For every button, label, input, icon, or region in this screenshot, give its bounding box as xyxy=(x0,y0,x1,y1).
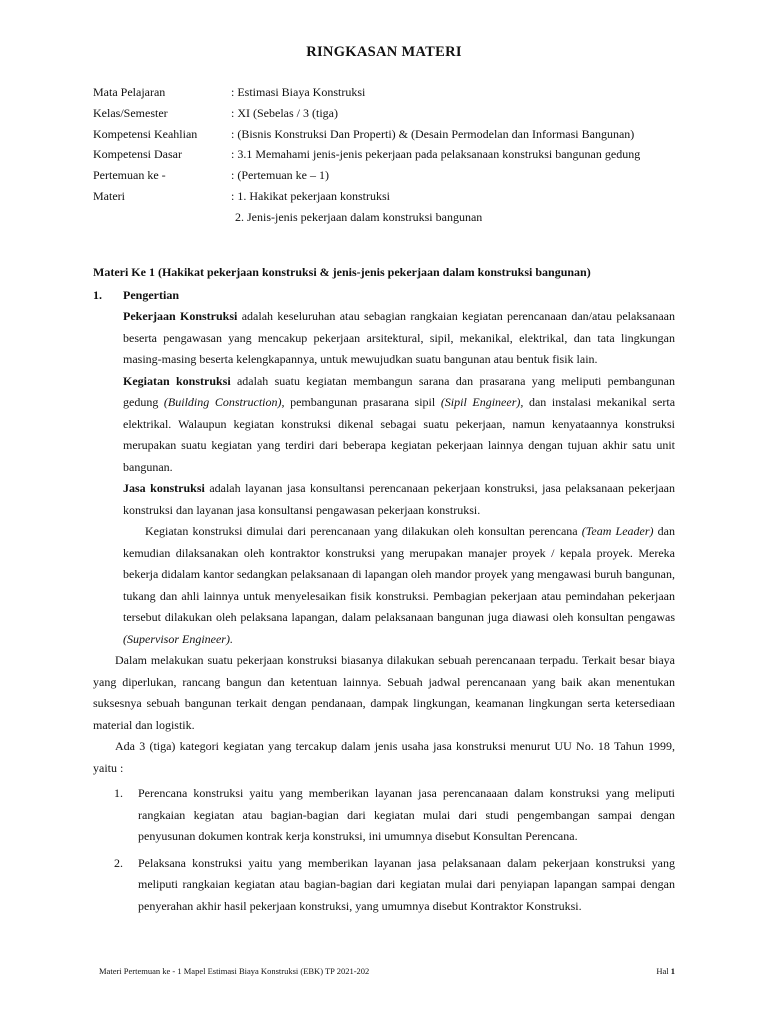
category-list xyxy=(114,783,675,922)
info-label: Kompetensi Keahlian xyxy=(93,126,198,141)
page-number xyxy=(656,966,675,976)
paragraph-text: adalah suatu kegiatan membangun sarana dan prasarana yang meliputi pembangunan gedung xyxy=(123,373,675,409)
paragraph-text: Kegiatan konstruksi dimulai dari perencanaan yang dilakukan oleh konsultan perencana xyxy=(145,524,582,538)
list-text: Pelaksana konstruksi yaitu yang memberikan layanan jasa pelaksanaan dalam pekerjaan konstruksi yang meliputi rangkaian kegiatan atau bagian-bagian dari kegiatan mulai dari penyiapan lapangan sampai dengan penyerahan akhir hasil pekerjaan konstruksi, yang umumnya disebut Kontraktor Konstruksi. xyxy=(138,855,675,913)
info-label: Pertemuan ke - xyxy=(93,168,166,183)
info-row-expertise xyxy=(93,124,693,145)
page-footer xyxy=(99,966,675,976)
page-label: Hal xyxy=(656,966,671,976)
italic-term: (Team Leader) xyxy=(581,524,654,538)
italic-term: (Sipil Engineer), xyxy=(440,395,524,409)
info-value: : Estimasi Biaya Konstruksi xyxy=(231,85,366,99)
info-label: Kelas/Semester xyxy=(93,105,168,120)
page-num: 1 xyxy=(670,966,675,976)
list-text: Perencana konstruksi yaitu yang memberikan layanan jasa perencanaaan dalam konstruksi yang meliputi rangkaian kegiatan atau bagian-bagian dari kegiatan mulai dari studi pengembangan sampai dengan penyusunan dokumen kontrak kerja konstruksi, ini umumnya disebut Konsultan Perencana. xyxy=(138,786,675,843)
paragraph-text: pembangunan prasarana sipil xyxy=(284,395,441,409)
info-row-class xyxy=(93,103,693,124)
section-heading xyxy=(93,284,675,306)
list-number: 2. xyxy=(114,855,123,870)
info-value: : 3.1 Memahami jenis-jenis pekerjaan pada pelaksanaan konstruksi bangunan gedung xyxy=(231,147,641,162)
paragraph-jasa-konstruksi xyxy=(123,478,675,521)
info-value: : (Pertemuan ke – 1) xyxy=(231,168,329,183)
term-pekerjaan-konstruksi: Pekerjaan Konstruksi xyxy=(123,309,238,323)
info-row-material xyxy=(93,186,693,207)
info-label: Mata Pelajaran xyxy=(93,85,166,99)
list-number: 1. xyxy=(114,786,123,800)
italic-term: (Supervisor Engineer). xyxy=(123,631,233,646)
material-heading: Materi Ke 1 (Hakikat pekerjaan konstruksi & jenis-jenis pekerjaan dalam konstruksi bangunan) xyxy=(93,265,591,279)
document-body xyxy=(93,262,675,922)
paragraph-text: dan kemudian dilaksanakan oleh kontraktor konstruksi yang merupakan manajer proyek / kepala proyek. Mereka bekerja didalam kantor sedangkan pelaksanaan di lapangan oleh mandor proyek yang mengawasi buruh bangunan, tukang dan ahli lainnya untuk menyelesaikan fisik konstruksi. Pembagian pekerjaan atau pemindahan pekerjaan tersebut dilakukan oleh pelaksana lapangan, dalam pelaksanaan bangunan juga diawasi oleh konsultan pengawas xyxy=(123,524,676,624)
paragraph-text: dan instalasi mekanikal serta elektrikal. Walaupun kegiatan konstruksi dikenal sebagai suatu pekerjaan, namun kenyataannya konstruksi merupakan suatu kegiatan yang terdiri dari beberapa kegiatan pekerjaan lainnya dengan tujuan akhir satu unit bangunan. xyxy=(123,395,676,474)
info-label: Materi xyxy=(93,188,125,203)
page-title: RINGKASAN MATERI xyxy=(306,44,462,60)
info-value: : (Bisnis Konstruksi Dan Properti) & (Desain Permodelan dan Informasi Bangunan) xyxy=(231,126,635,141)
list-item xyxy=(114,783,675,853)
info-row-subject xyxy=(93,82,693,103)
term-kegiatan-konstruksi: Kegiatan konstruksi xyxy=(123,373,231,388)
paragraph-pekerjaan-konstruksi xyxy=(123,306,675,371)
paragraph-text: adalah keseluruhan atau sebagian rangkaian kegiatan perencanaan dan/atau pelaksanaan beserta pengawasan yang mencakup pekerjaan arsitektural, sipil, mekanikal, elektrikal, dan tata lingkungan masing-masing beserta kelengkapannya, untuk mewujudkan suatu bangunan atau bentuk fisik lain. xyxy=(123,309,675,366)
term-jasa-konstruksi: Jasa konstruksi xyxy=(123,481,205,495)
italic-term: (Building Construction), xyxy=(163,395,285,409)
paragraph-kegiatan-konstruksi xyxy=(123,371,675,479)
footer-text: Materi Pertemuan ke - 1 Mapel Estimasi Biaya Konstruksi (EBK) TP 2021-202 xyxy=(99,966,370,976)
list-item xyxy=(114,853,675,923)
info-row-meeting xyxy=(93,165,693,186)
info-value: : 1. Hakikat pekerjaan konstruksi xyxy=(231,188,390,203)
info-value: : XI (Sebelas / 3 (tiga) xyxy=(231,105,338,120)
paragraph-perencanaan-terpadu: Dalam melakukan suatu pekerjaan konstruksi biasanya dilakukan sebuah perencanaan terpadu. Terkait besar biaya yang diperlukan, rancang bangun dan ketentuan lainnya. Sebuah jadwal perencanaan yang baik akan menentukan suksesnya sebuah bangunan terkait dengan pendanaan, dampak lingkungan, keamanan lingkungan serta ketersediaan material dan logistik. xyxy=(93,653,675,732)
section-number: 1. xyxy=(93,288,102,302)
paragraph-text: adalah layanan jasa konsultansi perencanaan pekerjaan konstruksi, jasa pelaksanaan pekerjaan konstruksi dan layanan jasa konsultansi pengawasan pekerjaan konstruksi. xyxy=(123,481,675,517)
paragraph-kategori: Ada 3 (tiga) kategori kegiatan yang tercakup dalam jenis usaha jasa konstruksi menurut UU No. 18 Tahun 1999, yaitu : xyxy=(93,739,675,775)
paragraph-kegiatan-dimulai xyxy=(123,521,675,650)
info-value-continued: 2. Jenis-jenis pekerjaan dalam konstruksi bangunan xyxy=(235,209,483,224)
info-table xyxy=(93,82,693,228)
section-title: Pengertian xyxy=(123,288,179,302)
info-label: Kompetensi Dasar xyxy=(93,147,182,162)
info-row-basic-competence xyxy=(93,144,693,165)
